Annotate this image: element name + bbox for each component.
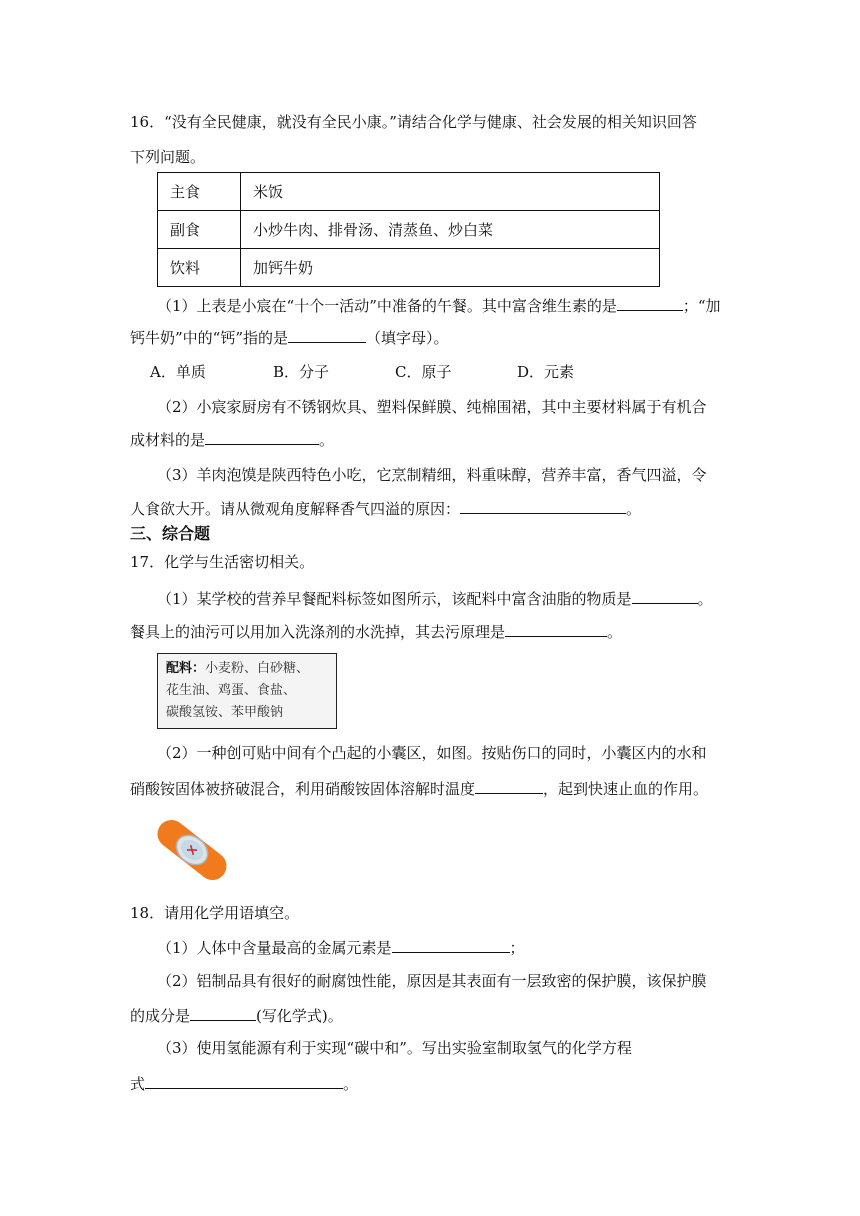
answer-blank[interactable]: [205, 428, 319, 445]
table-cell: 米饭: [241, 173, 660, 211]
answer-blank[interactable]: [190, 1004, 256, 1021]
q16-part3-line1: （3）羊肉泡馍是陕西特色小吃，它烹制精细，料重味醇，营养丰富，香气四溢，令: [157, 466, 707, 484]
q16-part2-line1: （2）小宸家厨房有不锈钢炊具、塑料保鲜膜、纯棉围裙，其中主要材料属于有机合: [157, 398, 707, 416]
lunch-menu-table: [157, 172, 660, 287]
q16-stem-line1: 16．“没有全民健康，就没有全民小康。”请结合化学与健康、社会发展的相关知识回答: [130, 113, 697, 131]
q18-part2-line2: [130, 1004, 343, 1026]
text: 。: [343, 1075, 359, 1093]
answer-blank[interactable]: [145, 1072, 343, 1089]
ingredient-label-image: [157, 653, 337, 729]
answer-blank[interactable]: [460, 497, 626, 514]
option-b: B．分子: [273, 363, 330, 381]
bandage-image: [150, 810, 234, 890]
text: 。: [626, 500, 642, 518]
answer-blank[interactable]: [505, 620, 607, 637]
label-text: 小麦粉、白砂糖、: [205, 661, 310, 676]
q18-stem: 18．请用化学用语填空。: [130, 904, 300, 922]
answer-blank[interactable]: [632, 587, 698, 604]
text: 钙牛奶”中的“钙”指的是: [130, 329, 289, 347]
text: （1）人体中含量最高的金属元素是: [157, 939, 392, 957]
answer-blank[interactable]: [392, 936, 510, 953]
table-cell: 加钙牛奶: [241, 249, 660, 287]
text: （1）某学校的营养早餐配料标签如图所示，该配料中富含油脂的物质是: [157, 590, 632, 608]
text: 的成分是: [130, 1007, 191, 1025]
table-cell: 饮料: [158, 249, 241, 287]
text: 。: [319, 431, 335, 449]
answer-blank[interactable]: [288, 326, 366, 343]
q16-part2-line2: [130, 428, 334, 450]
q16-part1-line1: [157, 294, 721, 316]
table-row: [158, 173, 660, 211]
table-row: [158, 249, 660, 287]
text: 人食欲大开。请从微观角度解释香气四溢的原因：: [130, 500, 461, 518]
table-cell: 主食: [158, 173, 241, 211]
section-heading: 三、综合题: [130, 524, 211, 543]
answer-blank[interactable]: [617, 294, 683, 311]
q18-part1: [157, 936, 525, 958]
text: ，起到快速止血的作用。: [543, 780, 709, 798]
text: 硝酸铵固体被挤破混合，利用硝酸铵固体溶解时温度: [130, 780, 476, 798]
q16-stem-line2: 下列问题。: [130, 148, 206, 166]
q17-stem: 17．化学与生活密切相关。: [130, 553, 315, 571]
text: 。: [697, 590, 713, 608]
text: ；: [509, 939, 525, 957]
text: (写化学式)。: [256, 1007, 343, 1025]
option-a: A．单质: [150, 363, 206, 381]
option-d: D．元素: [517, 363, 575, 381]
label-title: 配料：: [166, 661, 206, 676]
answer-blank[interactable]: [475, 777, 543, 794]
table-row: [158, 211, 660, 249]
text: 。: [607, 623, 623, 641]
option-c: C．原子: [395, 363, 452, 381]
q17-part1-line1: [157, 587, 713, 609]
q18-part3-line2: [130, 1072, 358, 1094]
text: 餐具上的油污可以用加入洗涤剂的水洗掉，其去污原理是: [130, 623, 506, 641]
text: （填字母）。: [366, 329, 449, 347]
text: 成材料的是: [130, 431, 206, 449]
label-text: 花生油、鸡蛋、食盐、: [166, 683, 297, 698]
q16-part1-line2: [130, 326, 449, 348]
text: 式: [130, 1075, 146, 1093]
q17-part2-line2: [130, 777, 708, 799]
q18-part2-line1: （2）铝制品具有很好的耐腐蚀性能，原因是其表面有一层致密的保护膜，该保护膜: [157, 972, 707, 990]
text: ；“加: [682, 297, 721, 315]
table-cell: 小炒牛肉、排骨汤、清蒸鱼、炒白菜: [241, 211, 660, 249]
q18-part3-line1: （3）使用氢能源有利于实现“碳中和”。写出实验室制取氢气的化学方程: [157, 1039, 632, 1057]
label-text: 碳酸氢铵、苯甲酸钠: [166, 705, 284, 720]
text: （1）上表是小宸在“十个一活动”中准备的午餐。其中富含维生素的是: [157, 297, 617, 315]
table-cell: 副食: [158, 211, 241, 249]
q17-part2-line1: （2）一种创可贴中间有个凸起的小囊区，如图。按贴伤口的同时，小囊区内的水和: [157, 744, 707, 762]
q17-part1-line2: [130, 620, 622, 642]
q16-part3-line2: [130, 497, 641, 519]
